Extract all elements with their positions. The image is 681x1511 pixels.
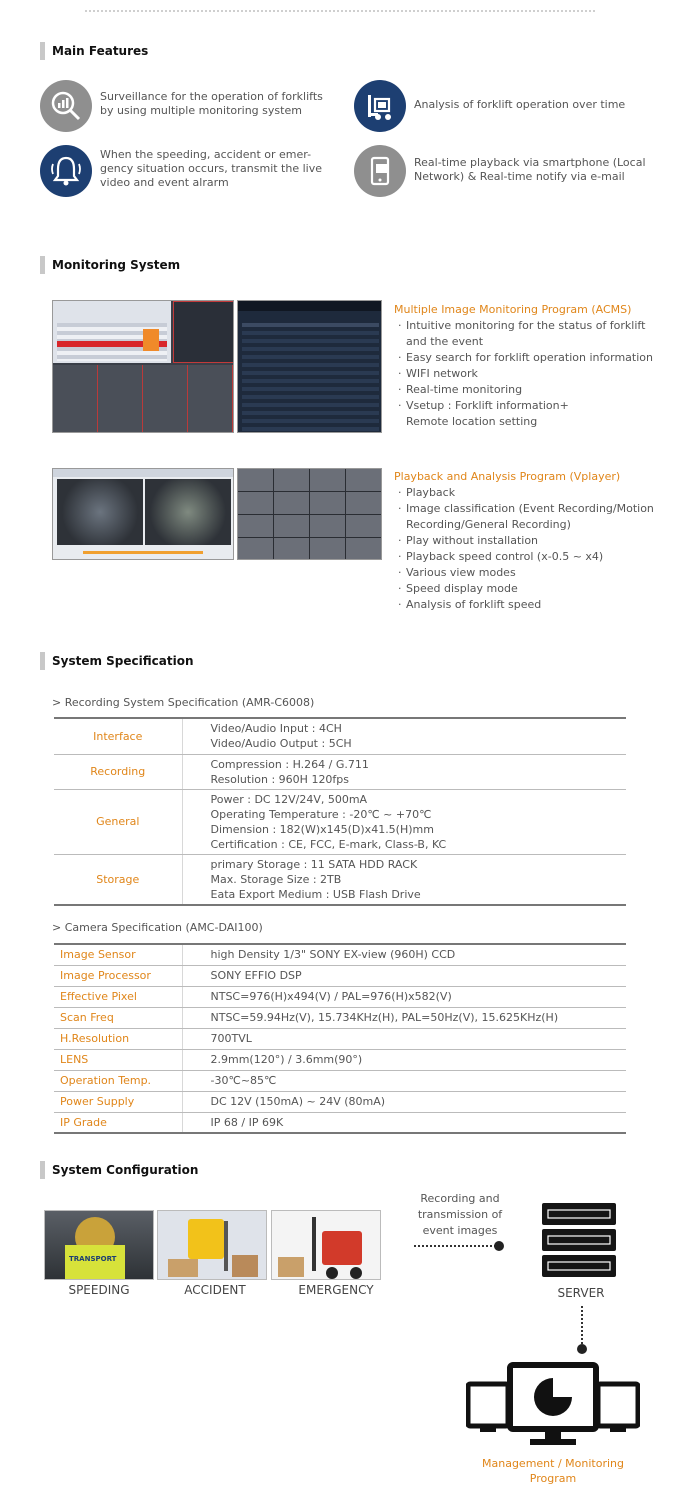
feature-alarm-text: When the speeding, accident or emer- gency situation occurs, transmit the live video and event alrarm: [100, 148, 322, 189]
transport-label: TRANSPORT: [69, 1255, 117, 1263]
transmission-text: Recording and transmission of event images: [417, 1192, 503, 1237]
spec-value: Power : DC 12V/24V, 500mA Operating Temperature : -20℃ ~ +70℃ Dimension : 182(W)x145(D)x41.5(H)mm Certification : CE, FCC, E-mark, Class-B, KC: [182, 789, 626, 854]
list-item: · Speed display mode: [398, 581, 678, 597]
list-item: · Easy search for forklift operation information: [398, 350, 678, 366]
list-item: · Image classification (Event Recording/Motion Recording/General Recording): [398, 501, 678, 533]
transmission-dotted-line: [414, 1245, 496, 1247]
spec-label: Image Sensor: [54, 944, 182, 965]
spec-value: 2.9mm(120°) / 3.6mm(90°): [182, 1049, 626, 1070]
spec-value: Compression : H.264 / G.711 Resolution : 960H 120fps: [182, 754, 626, 789]
speeding-label: SPEEDING: [68, 1283, 130, 1297]
management-label: Management / Monitoring Program: [482, 1457, 624, 1485]
acms-screenshot-table: [237, 300, 382, 433]
forklift-icon: [354, 80, 406, 132]
spec-value: 700TVL: [182, 1028, 626, 1049]
spec-label: LENS: [54, 1049, 182, 1070]
spec-label: H.Resolution: [54, 1028, 182, 1049]
feature-analysis-text: Analysis of forklift operation over time: [414, 98, 626, 111]
spec-value: NTSC=59.94Hz(V), 15.734KHz(H), PAL=50Hz(V), 15.625KHz(H): [182, 1007, 626, 1028]
spec-value: Video/Audio Input : 4CH Video/Audio Output : 5CH: [182, 718, 626, 754]
vplayer-screenshot-multiview: [237, 468, 382, 560]
accident-illustration: [157, 1210, 267, 1280]
spec-label: Interface: [54, 718, 182, 754]
list-item: · Playback: [398, 485, 678, 501]
spec-label: Storage: [54, 854, 182, 905]
list-item: · Analysis of forklift speed: [398, 597, 678, 613]
table-row: [54, 1007, 626, 1028]
vplayer-feature-list: [398, 485, 678, 613]
camera-spec-table: [54, 943, 626, 1134]
table-row: [54, 754, 626, 789]
management-monitors-icon: [466, 1362, 640, 1450]
list-item: · Vsetup : Forklift information+ Remote location setting: [398, 398, 678, 430]
list-item: · Playback speed control (x-0.5 ~ x4): [398, 549, 678, 565]
feature-surveillance-text: Surveillance for the operation of forklifts by using multiple monitoring system: [100, 90, 323, 117]
feature-smartphone-text: Real-time playback via smartphone (Local Network) & Real-time notify via e-mail: [414, 156, 646, 183]
server-icon: [540, 1201, 618, 1279]
spec-label: General: [54, 789, 182, 854]
spec-value: NTSC=976(H)x494(V) / PAL=976(H)x582(V): [182, 986, 626, 1007]
emergency-label: EMERGENCY: [298, 1283, 374, 1297]
section-title-monitoring-system: Monitoring System: [40, 256, 180, 274]
speeding-photo: [44, 1210, 154, 1280]
table-row: [54, 1091, 626, 1112]
spec-label: IP Grade: [54, 1112, 182, 1133]
smartphone-icon: [354, 145, 406, 197]
table-row: [54, 789, 626, 854]
bell-alarm-icon: [40, 145, 92, 197]
acms-feature-list: [398, 318, 678, 430]
section-title-system-specification: System Specification: [40, 652, 194, 670]
spec-label: Recording: [54, 754, 182, 789]
surveillance-search-icon: [40, 80, 92, 132]
spec-value: high Density 1/3" SONY EX-view (960H) CCD: [182, 944, 626, 965]
emergency-illustration: [271, 1210, 381, 1280]
server-label: SERVER: [557, 1286, 605, 1300]
table-row: [54, 1028, 626, 1049]
recording-spec-title: > Recording System Specification (AMR-C6008): [52, 696, 315, 709]
section-title-system-configuration: System Configuration: [40, 1161, 198, 1179]
spec-value: -30℃~85℃: [182, 1070, 626, 1091]
spec-label: Operation Temp.: [54, 1070, 182, 1091]
vplayer-screenshot-playback: [52, 468, 234, 560]
spec-label: Scan Freq: [54, 1007, 182, 1028]
list-item: · WIFI network: [398, 366, 678, 382]
table-row: [54, 1070, 626, 1091]
spec-value: IP 68 / IP 69K: [182, 1112, 626, 1133]
table-row: [54, 1049, 626, 1070]
spec-label: Effective Pixel: [54, 986, 182, 1007]
camera-spec-title: > Camera Specification (AMC-DAI100): [52, 921, 263, 934]
accident-label: ACCIDENT: [184, 1283, 246, 1297]
spec-label: Power Supply: [54, 1091, 182, 1112]
list-item: · Real-time monitoring: [398, 382, 678, 398]
top-divider: [85, 10, 595, 12]
list-item: · Intuitive monitoring for the status of forklift and the event: [398, 318, 678, 350]
table-row: [54, 965, 626, 986]
acms-screenshot-grid: [52, 300, 234, 433]
table-row: [54, 718, 626, 754]
transmission-endpoint-dot: [494, 1241, 504, 1251]
table-row: [54, 986, 626, 1007]
list-item: · Various view modes: [398, 565, 678, 581]
vplayer-title: Playback and Analysis Program (Vplayer): [394, 470, 621, 483]
table-row: [54, 1112, 626, 1133]
table-row: [54, 854, 626, 905]
server-dotted-line: [581, 1306, 583, 1348]
acms-title: Multiple Image Monitoring Program (ACMS): [394, 303, 632, 316]
spec-value: DC 12V (150mA) ~ 24V (80mA): [182, 1091, 626, 1112]
spec-value: primary Storage : 11 SATA HDD RACK Max. Storage Size : 2TB Eata Export Medium : USB Flash Drive: [182, 854, 626, 905]
server-endpoint-dot: [577, 1344, 587, 1354]
table-row: [54, 944, 626, 965]
list-item: · Play without installation: [398, 533, 678, 549]
section-title-main-features: Main Features: [40, 42, 148, 60]
spec-value: SONY EFFIO DSP: [182, 965, 626, 986]
recording-spec-table: [54, 717, 626, 906]
spec-label: Image Processor: [54, 965, 182, 986]
